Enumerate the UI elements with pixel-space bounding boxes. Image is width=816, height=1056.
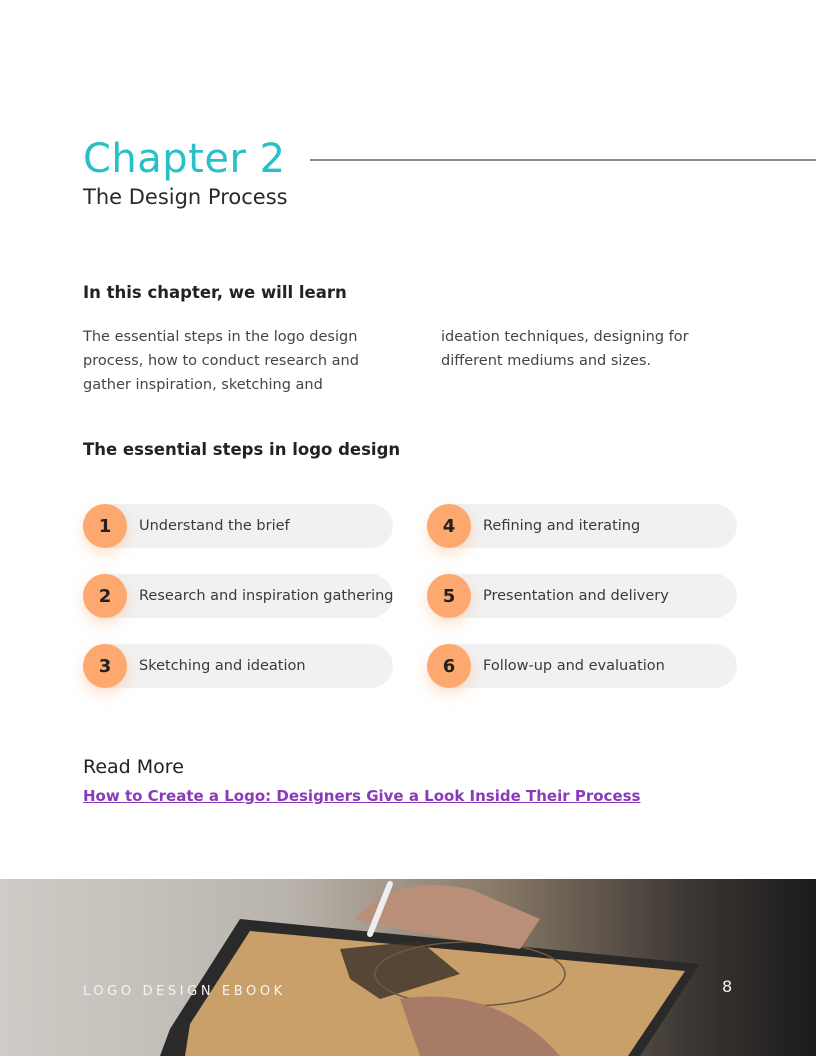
step-label: Understand the brief <box>139 518 290 534</box>
step-number-badge: 4 <box>427 504 471 548</box>
steps-heading: The essential steps in logo design <box>83 440 401 459</box>
read-more-heading: Read More <box>83 756 184 778</box>
intro-column-1 <box>83 325 359 397</box>
step-number-badge: 1 <box>83 504 127 548</box>
intro-column-2 <box>441 325 689 373</box>
step-label: Research and inspiration gathering <box>139 588 394 604</box>
intro-line: gather inspiration, sketching and <box>83 377 323 393</box>
chapter-rule <box>310 159 816 161</box>
step-label: Follow-up and evaluation <box>483 658 665 674</box>
step-number-badge: 6 <box>427 644 471 688</box>
intro-heading: In this chapter, we will learn <box>83 283 347 302</box>
footer-banner <box>0 879 816 1056</box>
intro-line: The essential steps in the logo design <box>83 329 358 345</box>
footer-label: LOGO DESIGN EBOOK <box>83 984 286 999</box>
intro-line: different mediums and sizes. <box>441 353 652 369</box>
step-label: Sketching and ideation <box>139 658 306 674</box>
step-item <box>83 644 393 688</box>
step-item <box>427 504 737 548</box>
intro-line: process, how to conduct research and <box>83 353 359 369</box>
step-item <box>83 574 393 618</box>
step-item <box>427 644 737 688</box>
read-more-link[interactable]: How to Create a Logo: Designers Give a Look Inside Their Process <box>83 787 641 805</box>
step-item <box>427 574 737 618</box>
tablet-photo-image <box>0 879 816 1056</box>
chapter-subtitle: The Design Process <box>83 185 288 209</box>
step-label: Presentation and delivery <box>483 588 669 604</box>
step-item <box>83 504 393 548</box>
intro-line: ideation techniques, designing for <box>441 329 689 345</box>
chapter-title: Chapter 2 <box>83 136 286 182</box>
page-number: 8 <box>722 977 733 996</box>
step-number-badge: 5 <box>427 574 471 618</box>
step-number-badge: 3 <box>83 644 127 688</box>
step-label: Refining and iterating <box>483 518 641 534</box>
step-number-badge: 2 <box>83 574 127 618</box>
